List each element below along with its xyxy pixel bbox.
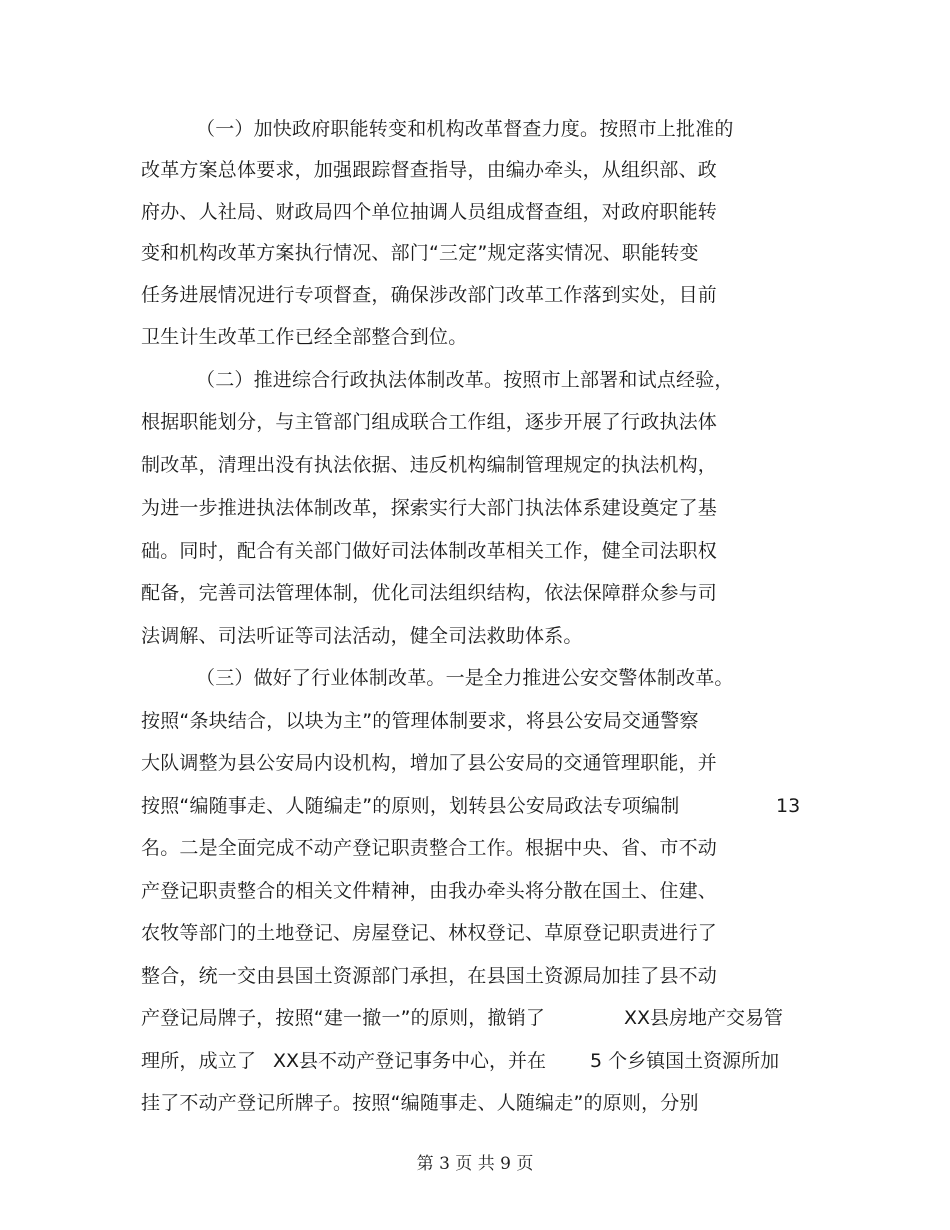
paragraph-2-line-3: 制改革，清理出没有执法依据、违反机构编制管理规定的执法机构， xyxy=(141,454,718,476)
paragraph-2-line-4: 为进一步推进执法体制改革，探索实行大部门执法体系建设奠定了基 xyxy=(141,497,718,519)
quota-number: 13 xyxy=(776,795,801,817)
paragraph-3-line-4: 按照“编随事走、人随编走”的原则，划转县公安局政法专项编制 xyxy=(141,795,680,817)
paragraph-3-line-6: 产登记职责整合的相关文件精神，由我办牵头将分散在国土、住建、 xyxy=(141,880,718,902)
paragraph-3-line-9-tail: XX县房地产交易管 xyxy=(624,1007,784,1029)
paragraph-3-line-7: 农牧等部门的土地登记、房屋登记、林权登记、草原登记职责进行了 xyxy=(141,922,718,944)
paragraph-2-line-2: 根据职能划分，与主管部门组成联合工作组，逐步开展了行政执法体 xyxy=(141,411,718,433)
paragraph-1-line-4: 变和机构改革方案执行情况、部门“三定”规定落实情况、职能转变 xyxy=(141,242,699,264)
paragraph-2-line-1: （二）推进综合行政执法体制改革。按照市上部署和试点经验， xyxy=(196,369,734,391)
paragraph-3-line-10-tail: 5 个乡镇国土资源所加 xyxy=(590,1050,780,1072)
paragraph-1-line-6: 卫生计生改革工作已经全部整合到位。 xyxy=(141,326,468,348)
paragraph-1-line-3: 府办、人社局、财政局四个单位抽调人员组成督查组，对政府职能转 xyxy=(141,201,718,223)
paragraph-1-line-1: （一）加快政府职能转变和机构改革督查力度。按照市上批准的 xyxy=(196,118,734,140)
paragraph-3-line-5: 名。二是全面完成不动产登记职责整合工作。根据中央、省、市不动 xyxy=(141,837,718,859)
paragraph-2-line-7: 法调解、司法听证等司法活动，健全司法救助体系。 xyxy=(141,625,583,647)
paragraph-2-line-6: 配备，完善司法管理体制，优化司法组织结构，依法保障群众参与司 xyxy=(141,582,718,604)
paragraph-3-line-9: 产登记局牌子，按照“建一撤一”的原则，撤销了 xyxy=(141,1007,546,1029)
page-number-footer: 第 3 页 共 9 页 xyxy=(416,1154,534,1174)
paragraph-3-line-8: 整合，统一交由县国土资源部门承担，在县国土资源局加挂了县不动 xyxy=(141,965,718,987)
paragraph-2-line-5: 础。同时，配合有关部门做好司法体制改革相关工作，健全司法职权 xyxy=(141,540,718,562)
paragraph-1-line-2: 改革方案总体要求，加强跟踪督查指导，由编办牵头，从组织部、政 xyxy=(141,159,718,181)
paragraph-3-line-10: 理所，成立了 xyxy=(141,1050,257,1072)
paragraph-3-line-1: （三）做好了行业体制改革。一是全力推进公安交警体制改革。 xyxy=(196,667,734,689)
paragraph-3-line-3: 大队调整为县公安局内设机构，增加了县公安局的交通管理职能，并 xyxy=(141,752,718,774)
paragraph-1-line-5: 任务进展情况进行专项督查，确保涉改部门改革工作落到实处，目前 xyxy=(141,284,718,306)
paragraph-3-line-10-mid: XX县不动产登记事务中心，并在 xyxy=(273,1050,547,1072)
paragraph-3-line-11: 挂了不动产登记所牌子。按照“编随事走、人随编走”的原则，分别 xyxy=(141,1092,699,1114)
paragraph-3-line-2: 按照“条块结合，以块为主”的管理体制要求，将县公安局交通警察 xyxy=(141,710,699,732)
